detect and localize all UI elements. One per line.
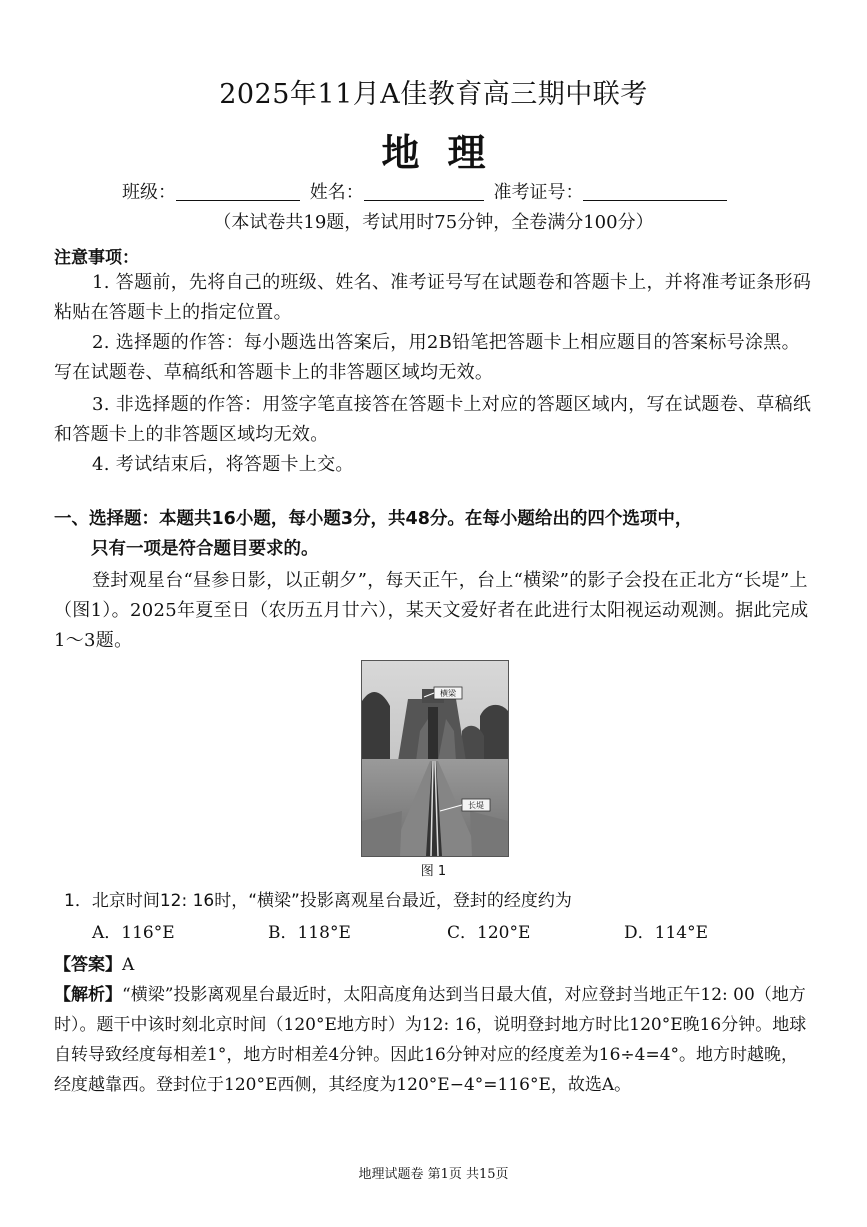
figure-label-beam: 横梁 — [440, 689, 456, 698]
analysis-tag: 【解析】 — [54, 985, 122, 1005]
note-item-2: 2. 选择题的作答：每小题选出答案后，用2B铅笔把答题卡上相应题目的答案标号涂黑。写在试题卷、草稿纸和答题卡上的非答题区域均无效。 — [54, 332, 800, 383]
name-blank — [364, 182, 484, 201]
figure-label-dyke: 长堤 — [468, 801, 484, 810]
subject-title: 地理 — [381, 131, 514, 175]
id-label: 准考证号： — [493, 182, 584, 203]
option-d: D．114°E — [624, 923, 708, 943]
section-title-line2: 只有一项是符合题目要求的。 — [91, 539, 319, 559]
notes-heading: 注意事项： — [54, 248, 139, 268]
analysis-block — [54, 980, 814, 1100]
figure-observatory-photo — [361, 660, 509, 857]
note-item-1: 1. 答题前，先将自己的班级、姓名、准考证号写在试题卷和答题卡上，并将准考证条形码粘贴在答题卡上的指定位置。 — [54, 272, 812, 323]
figure-caption: 图 1 — [420, 864, 447, 879]
option-a: A．116°E — [92, 923, 175, 943]
class-blank — [176, 182, 300, 201]
note-item-3: 3. 非选择题的作答：用签字笔直接答在答题卡上对应的答题区域内，写在试题卷、草稿纸和答题卡上的非答题区域均无效。 — [54, 394, 812, 445]
question-1-stem: 1．北京时间12: 16时，“横梁”投影离观星台最近，登封的经度约为 — [64, 891, 572, 911]
analysis-text: “横梁”投影离观星台最近时，太阳高度角达到当日最大值，对应登封当地正午12: 00（地方时）。题干中该时刻北京时间（120°E地方时）为12: 16，说明登封地方时比120°E晚16分钟。地球自转导致经度每相差1°，地方时相差4分钟。因此16分钟对应的经度差为16÷4=4°。地方时越晚，经度越靠西。登封位于120°E西侧，其经度为120°E−4°=116°E，故选A。 — [54, 985, 807, 1095]
section-title — [54, 504, 824, 564]
option-b: B．118°E — [268, 923, 351, 943]
id-blank — [583, 182, 727, 201]
section-intro: 登封观星台“昼参日影，以正朝夕”，每天正午，台上“横梁”的影子会投在正北方“长堤”上（图1）。2025年夏至日（农历五月廿六），某天文爱好者在此进行太阳视运动观测。据此完成1～3题。 — [54, 570, 809, 651]
section-title-line1: 一、选择题：本题共16小题，每小题3分，共48分。在每小题给出的四个选项中， — [54, 509, 693, 529]
answer-value: A — [122, 955, 135, 975]
student-info-line — [122, 178, 762, 204]
answer-line — [54, 950, 134, 975]
answer-tag: 【答案】 — [54, 955, 122, 975]
exam-info: （本试卷共19题，考试用时75分钟，全卷满分100分） — [213, 212, 654, 233]
option-c: C．120°E — [447, 923, 531, 943]
class-label: 班级： — [122, 182, 176, 203]
page-footer: 地理试题卷 第1页 共15页 — [358, 1167, 509, 1182]
name-label: 姓名： — [309, 182, 364, 203]
exam-title: 2025年11月A佳教育高三期中联考 — [219, 79, 648, 110]
observatory-photo — [362, 661, 508, 856]
note-item-4: 4. 考试结束后，将答题卡上交。 — [92, 454, 354, 475]
